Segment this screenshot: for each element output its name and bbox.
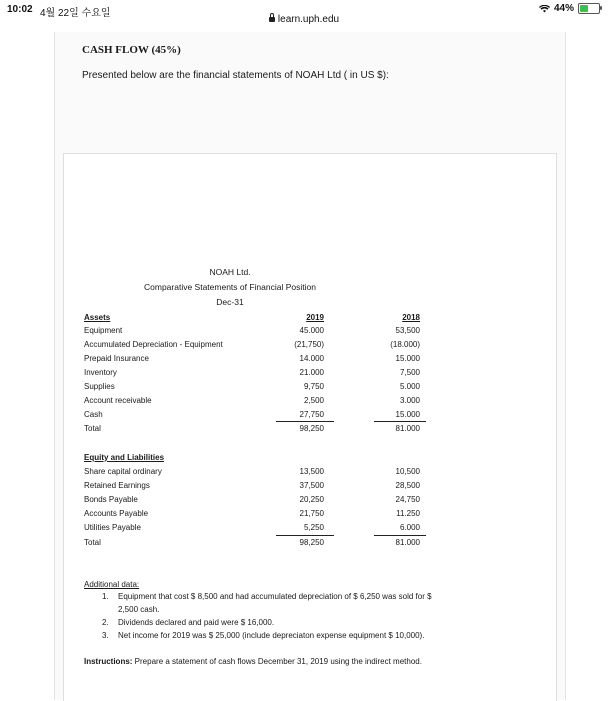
subtotal-rule (276, 421, 334, 422)
liabilities-header: Equity and Liabilities (84, 453, 165, 462)
row-label: Cash (84, 410, 103, 419)
list-item-number: 3. (102, 631, 109, 640)
list-item: Net income for 2019 was $ 25,000 (include depreciaton expense equipment $ 10,000). (118, 631, 425, 640)
row-value-2019: 14.000 (299, 354, 324, 363)
row-value-2019: 9,750 (303, 382, 324, 391)
col-2019-header: 2019 (306, 313, 324, 322)
row-value-2019: 21.000 (299, 368, 324, 377)
row-value-2018: 7,500 (399, 368, 420, 377)
list-item: Equipment that cost $ 8,500 and had accumulated depreciation of $ 6,250 was sold for $ (118, 592, 432, 601)
row-value-2018: 53,500 (395, 326, 420, 335)
row-value-2018: 28,500 (395, 481, 420, 490)
table-row (84, 382, 424, 395)
row-value-2019: (21,750) (294, 340, 324, 349)
address-bar[interactable] (0, 14, 608, 32)
table-row (84, 396, 424, 409)
col-2018-header: 2018 (402, 313, 420, 322)
instructions (84, 657, 422, 666)
status-time: 10:02 (7, 4, 33, 15)
table-row (84, 509, 424, 522)
list-item-number: 2. (102, 618, 109, 627)
row-value-2018: 81.000 (395, 424, 420, 433)
liabilities-total-row (84, 538, 424, 551)
row-label: Equipment (84, 326, 123, 335)
row-value-2018: 11.250 (396, 509, 420, 518)
row-label: Bonds Payable (84, 495, 138, 504)
row-value-2019: 37,500 (299, 481, 324, 490)
table-row (84, 340, 424, 353)
row-value-2018: 5.000 (399, 382, 420, 391)
row-label: Total (84, 424, 101, 433)
row-value-2018: 15.000 (395, 410, 420, 419)
lock-icon (269, 17, 275, 22)
url-text: learn.uph.edu (277, 14, 340, 25)
row-label: Prepaid Insurance (84, 354, 149, 363)
table-row (84, 410, 424, 423)
list-item: Dividends declared and paid were $ 16,000. (118, 618, 275, 627)
table-row (84, 354, 424, 367)
wifi-icon (539, 5, 550, 13)
row-label: Account receivable (84, 396, 152, 405)
row-value-2019: 98,250 (299, 538, 324, 547)
row-value-2019: 5,250 (303, 523, 324, 532)
row-value-2018: 6.000 (399, 523, 420, 532)
row-value-2019: 98,250 (299, 424, 324, 433)
table-row (84, 523, 424, 536)
assets-header: Assets (84, 313, 111, 322)
table-row (84, 326, 424, 339)
intro-text: Presented below are the financial statements of NOAH Ltd ( in US $): (82, 70, 389, 81)
subtotal-rule (276, 535, 334, 536)
list-item-continued: 2,500 cash. (118, 605, 160, 614)
page-title: CASH FLOW (45%) (82, 44, 181, 56)
instructions-label: Instructions: (84, 657, 133, 666)
status-right (539, 3, 600, 14)
row-value-2019: 27,750 (299, 410, 324, 419)
additional-header: Additional data: (84, 580, 140, 589)
row-label: Inventory (84, 368, 117, 377)
table-row (84, 368, 424, 381)
row-label: Supplies (84, 382, 115, 391)
row-label: Total (84, 538, 101, 547)
row-label: Retained Earnings (84, 481, 150, 490)
liabilities-header-row (84, 453, 424, 466)
table-row (84, 495, 424, 508)
row-value-2019: 45.000 (299, 326, 324, 335)
instructions-text: Prepare a statement of cash flows December 31, 2019 using the indirect method. (132, 657, 422, 666)
row-label: Utilities Payable (84, 523, 141, 532)
company-name: NOAH Ltd. (209, 267, 251, 277)
battery-percent: 44% (553, 3, 574, 14)
row-value-2019: 20,250 (299, 495, 324, 504)
row-value-2018: 10,500 (395, 467, 420, 476)
table-row (84, 481, 424, 494)
assets-header-row (84, 313, 424, 326)
row-label: Accumulated Depreciation - Equipment (84, 340, 223, 349)
row-value-2018: (18.000) (390, 340, 420, 349)
row-value-2018: 3.000 (399, 396, 420, 405)
row-label: Share capital ordinary (84, 467, 162, 476)
assets-total-row (84, 424, 424, 437)
row-label: Accounts Payable (84, 509, 149, 518)
row-value-2019: 21,750 (299, 509, 324, 518)
row-value-2018: 81.000 (395, 538, 420, 547)
subtotal-rule (374, 535, 426, 536)
statement-name: Comparative Statements of Financial Position (144, 282, 316, 292)
battery-level (580, 5, 588, 12)
statement-date: Dec-31 (216, 297, 244, 307)
list-item-number: 1. (102, 592, 109, 601)
status-date: 4월 22일 수요일 (40, 8, 111, 19)
subtotal-rule (374, 421, 426, 422)
table-row (84, 467, 424, 480)
row-value-2019: 2,500 (303, 396, 324, 405)
row-value-2019: 13,500 (299, 467, 324, 476)
battery-icon (578, 3, 600, 14)
row-value-2018: 24,750 (395, 495, 420, 504)
row-value-2018: 15.000 (395, 354, 420, 363)
